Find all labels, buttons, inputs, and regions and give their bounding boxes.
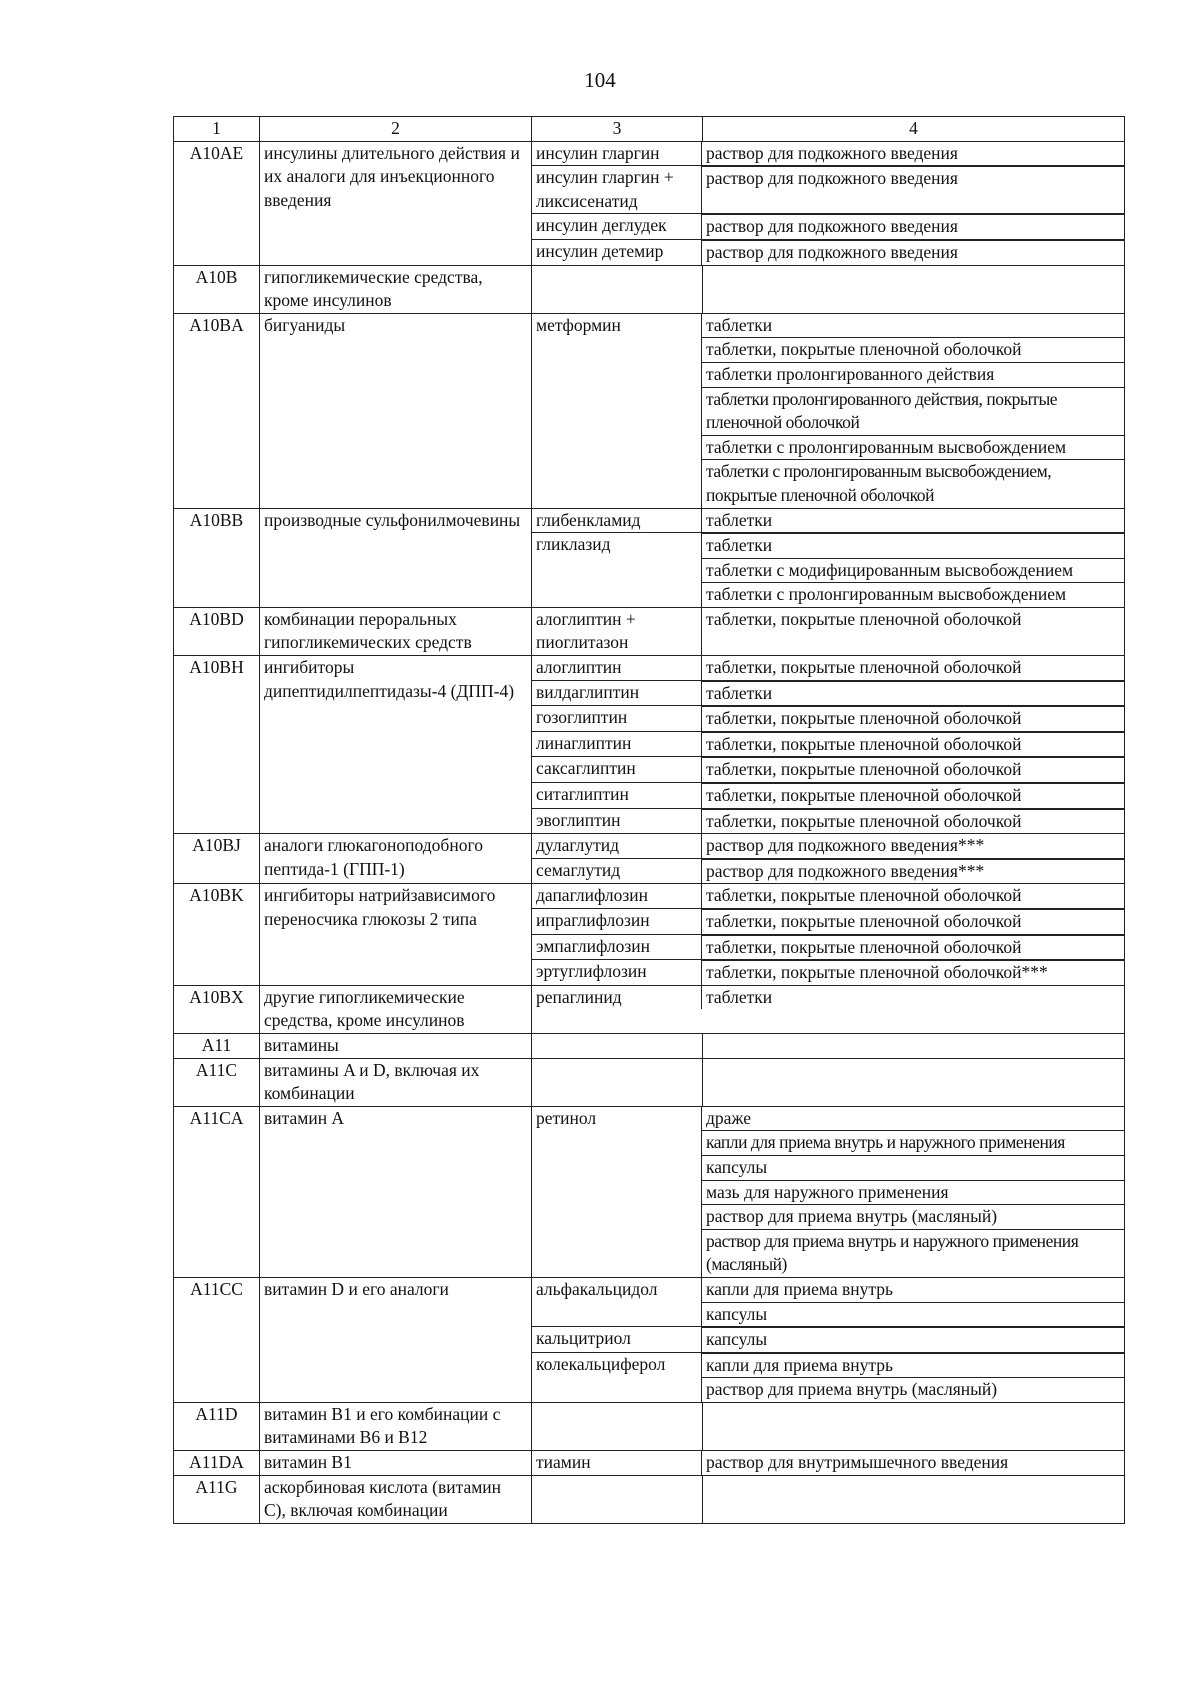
dosage-form-list <box>702 240 1124 265</box>
dosage-form-list <box>702 1107 1124 1277</box>
group-name: витамины <box>260 1033 532 1058</box>
dosage-form: раствор для подкожного введения <box>706 142 958 163</box>
dosage-form-list <box>702 986 1124 1010</box>
dosage-forms-cell <box>702 656 1125 680</box>
drug-row <box>532 1278 1124 1327</box>
table-header-row <box>174 117 1125 142</box>
dosage-form: капсулы <box>702 1302 1124 1326</box>
column-header: 4 <box>703 117 1125 142</box>
dosage-forms-cell <box>702 1352 1125 1402</box>
group-name: витамины A и D, включая их комбинации <box>260 1058 532 1106</box>
drug-name: алоглиптин <box>532 656 702 680</box>
dosage-forms-cell <box>702 1327 1125 1353</box>
dosage-form-list <box>702 509 1124 533</box>
drug-name: вилдаглиптин <box>532 680 702 706</box>
drug-row <box>532 608 1124 655</box>
table-row <box>174 141 1125 265</box>
dosage-form-row <box>702 809 1124 833</box>
group-name: ингибиторы натрийзависимого переносчика глюкозы 2 типа <box>260 884 532 985</box>
drug-row <box>532 1107 1124 1277</box>
dosage-forms-cell <box>702 858 1125 883</box>
dosage-form: драже <box>706 1107 752 1128</box>
dosage-form-list <box>702 834 1124 858</box>
dosage-form-row <box>702 1328 1124 1352</box>
dosage-form-row <box>702 460 1124 508</box>
dosage-form-cell <box>703 1033 1125 1058</box>
drug-name: семаглутид <box>532 858 702 883</box>
drug-name: дапаглифлозин <box>532 884 702 908</box>
dosage-form: раствор для приема внутрь (масляный) <box>702 1205 1124 1230</box>
dosage-form-list <box>702 732 1124 757</box>
drug-list <box>532 986 1124 1010</box>
dosage-form: мазь для наружного применения <box>702 1180 1124 1205</box>
dosage-form-list <box>702 1327 1124 1352</box>
drug-name-cell <box>532 1475 703 1523</box>
dosage-form: раствор для приема внутрь (масляный) <box>702 1378 1124 1402</box>
dosage-form: таблетки, покрытые пленочной оболочкой <box>702 910 1124 934</box>
drug-name: инсулин детемир <box>532 239 702 264</box>
drug-list <box>532 142 1124 265</box>
table-row <box>174 834 1125 884</box>
dosage-form-row <box>702 1155 1124 1180</box>
dosage-forms-cell <box>702 706 1125 732</box>
dosage-forms-cell <box>702 1278 1125 1327</box>
atc-code: A10BJ <box>174 834 260 884</box>
dosage-form-list <box>702 214 1124 239</box>
dosage-form: раствор для подкожного введения <box>702 240 1124 264</box>
table-row <box>174 1106 1125 1277</box>
drugs-cell <box>532 607 1125 655</box>
dosage-form: таблетки <box>702 681 1124 705</box>
drug-row <box>532 1352 1124 1402</box>
dosage-form: таблетки с пролонгированным высвобождением, покрытые пленочной оболочкой <box>702 460 1124 508</box>
drug-row <box>532 656 1124 680</box>
dosage-forms-cell <box>702 608 1125 655</box>
dosage-form-list <box>702 783 1124 808</box>
dosage-form-row <box>702 961 1124 985</box>
dosage-form-list <box>702 859 1124 884</box>
dosage-form-row <box>702 1205 1124 1230</box>
drug-name-cell <box>532 1033 703 1058</box>
dosage-form-row <box>702 732 1124 756</box>
dosage-form-list <box>702 142 1124 166</box>
drug-name-cell <box>532 265 703 313</box>
dosage-forms-cell <box>702 960 1125 985</box>
dosage-form: таблетки, покрытые пленочной оболочкой <box>706 657 1022 678</box>
drug-name: инсулин гларгин <box>532 142 702 166</box>
dosage-form-row <box>702 884 1124 908</box>
dosage-form-list <box>702 935 1124 960</box>
table-row <box>174 985 1125 1033</box>
drug-name: альфакальцидол <box>532 1278 702 1327</box>
dosage-form: таблетки, покрытые пленочной оболочкой <box>702 758 1124 782</box>
atc-code: A11D <box>174 1402 260 1450</box>
dosage-forms-cell <box>702 757 1125 783</box>
group-name: витамин B1 и его комбинации с витаминами B6 и B12 <box>260 1402 532 1450</box>
drug-row <box>532 783 1124 809</box>
dosage-form: раствор для подкожного введения <box>702 167 1124 191</box>
atc-code: A11G <box>174 1475 260 1523</box>
group-name: инсулины длительного действия и их аналоги для инъекционного введения <box>260 141 532 265</box>
dosage-forms-cell <box>702 680 1125 706</box>
atc-code: A10B <box>174 265 260 313</box>
dosage-form: капсулы <box>702 1155 1124 1180</box>
dosage-form-row <box>702 986 1124 1010</box>
drug-name: репаглинид <box>532 986 702 1010</box>
drug-name-cell <box>532 1058 703 1106</box>
dosage-forms-cell <box>702 166 1125 214</box>
dosage-form-row <box>702 859 1124 883</box>
dosage-form-row <box>702 387 1124 435</box>
page-number: 104 <box>584 68 616 92</box>
drug-name: кальцитриол <box>532 1327 702 1353</box>
dosage-form-row <box>702 314 1124 338</box>
dosage-form-list <box>702 757 1124 782</box>
drug-row <box>532 808 1124 833</box>
drug-classification-table <box>173 116 1125 1524</box>
dosage-form: таблетки, покрытые пленочной оболочкой <box>706 608 1022 629</box>
dosage-forms-cell <box>702 783 1125 809</box>
dosage-form-row <box>702 534 1124 559</box>
dosage-forms-cell <box>702 834 1125 858</box>
table-row <box>174 1451 1125 1476</box>
dosage-form-list <box>702 809 1124 834</box>
drug-row <box>532 314 1124 508</box>
group-name: ингибиторы дипептидилпептидазы-4 (ДПП-4) <box>260 656 532 834</box>
drug-row <box>532 858 1124 883</box>
dosage-forms-cell <box>702 934 1125 960</box>
dosage-form-row <box>702 1378 1124 1402</box>
drug-row <box>532 509 1124 533</box>
atc-code: A11DA <box>174 1451 260 1476</box>
drug-row <box>532 214 1124 240</box>
dosage-forms-cell <box>702 986 1125 1010</box>
drug-list <box>532 608 1124 655</box>
dosage-form: капсулы <box>702 1328 1124 1352</box>
drug-row <box>532 166 1124 214</box>
drugs-cell <box>532 884 1125 985</box>
dosage-form-list <box>702 960 1124 985</box>
group-name: бигуаниды <box>260 313 532 508</box>
drug-name: тиамин <box>532 1451 702 1475</box>
dosage-form-row <box>702 509 1124 533</box>
dosage-form: раствор для приема внутрь и наружного применения (масляный) <box>702 1229 1124 1277</box>
dosage-form: таблетки, покрытые пленочной оболочкой <box>702 707 1124 731</box>
drug-row <box>532 934 1124 960</box>
dosage-form-cell <box>703 1058 1125 1106</box>
dosage-form-row <box>702 1278 1124 1302</box>
dosage-form-row <box>702 910 1124 934</box>
dosage-form-list <box>702 884 1124 908</box>
dosage-form-row <box>702 215 1124 239</box>
dosage-forms-cell <box>702 509 1125 533</box>
drug-list <box>532 1278 1124 1402</box>
dosage-form: таблетки с пролонгированным высвобождением <box>702 435 1124 460</box>
atc-code: A10BD <box>174 607 260 655</box>
dosage-form-row <box>702 435 1124 460</box>
drug-row <box>532 239 1124 264</box>
dosage-forms-cell <box>702 808 1125 833</box>
drug-list <box>532 1107 1124 1277</box>
drugs-cell <box>532 141 1125 265</box>
dosage-form: таблетки, покрытые пленочной оболочкой <box>702 784 1124 808</box>
drug-name: эмпаглифлозин <box>532 934 702 960</box>
table-row <box>174 1475 1125 1523</box>
table-row <box>174 884 1125 985</box>
group-name: производные сульфонилмочевины <box>260 508 532 607</box>
drug-row <box>532 680 1124 706</box>
table-row <box>174 508 1125 607</box>
dosage-form-row <box>702 142 1124 166</box>
dosage-form-list <box>702 681 1124 706</box>
drug-row <box>532 757 1124 783</box>
dosage-form-row <box>702 608 1124 632</box>
drugs-cell <box>532 1277 1125 1402</box>
dosage-form-row <box>702 834 1124 858</box>
dosage-form-row <box>702 1451 1124 1475</box>
atc-code: A10BB <box>174 508 260 607</box>
dosage-forms-cell <box>702 214 1125 240</box>
drug-name: инсулин деглудек <box>532 214 702 240</box>
column-header: 2 <box>260 117 532 142</box>
drug-name: алоглиптин + пиоглитазон <box>532 608 702 655</box>
drug-row <box>532 1327 1124 1353</box>
atc-code: A11CC <box>174 1277 260 1402</box>
table-row <box>174 1033 1125 1058</box>
drug-list <box>532 509 1124 607</box>
column-header: 1 <box>174 117 260 142</box>
drug-name: эртуглифлозин <box>532 960 702 985</box>
drug-list <box>532 1451 1124 1475</box>
drug-row <box>532 960 1124 985</box>
dosage-form: раствор для подкожного введения*** <box>702 859 1124 883</box>
drug-name: дулаглутид <box>532 834 702 858</box>
drug-name: ситаглиптин <box>532 783 702 809</box>
dosage-form: таблетки, покрытые пленочной оболочкой <box>702 338 1124 363</box>
dosage-form: таблетки пролонгированного действия <box>702 362 1124 387</box>
dosage-form-row <box>702 1302 1124 1326</box>
dosage-form-list <box>702 533 1124 607</box>
dosage-form-row <box>702 1180 1124 1205</box>
dosage-forms-cell <box>702 314 1125 508</box>
dosage-form: раствор для подкожного введения*** <box>706 835 985 856</box>
atc-code: A11C <box>174 1058 260 1106</box>
dosage-form-row <box>702 784 1124 808</box>
drugs-cell <box>532 1451 1125 1476</box>
dosage-form-row <box>702 1353 1124 1378</box>
drug-row <box>532 909 1124 935</box>
dosage-form-list <box>702 706 1124 731</box>
drug-row <box>532 706 1124 732</box>
dosage-form: таблетки <box>706 986 773 1007</box>
dosage-form: раствор для внутримышечного введения <box>706 1452 1009 1473</box>
dosage-forms-cell <box>702 1451 1125 1475</box>
atc-code: A10BA <box>174 313 260 508</box>
drug-name: колекальциферол <box>532 1352 702 1402</box>
dosage-form: капли для приема внутрь <box>706 1278 893 1299</box>
dosage-form-cell <box>703 265 1125 313</box>
dosage-forms-cell <box>702 1107 1125 1277</box>
dosage-form: таблетки с пролонгированным высвобождением <box>702 583 1124 607</box>
dosage-form-row <box>702 558 1124 583</box>
drug-list <box>532 834 1124 883</box>
dosage-form-row <box>702 1229 1124 1277</box>
dosage-form: таблетки пролонгированного действия, покрытые пленочной оболочкой <box>702 387 1124 435</box>
dosage-form-list <box>702 608 1124 632</box>
drug-name: инсулин гларгин + ликсисенатид <box>532 166 702 214</box>
dosage-forms-cell <box>702 909 1125 935</box>
drug-row <box>532 986 1124 1010</box>
dosage-form: таблетки <box>706 314 773 335</box>
dosage-forms-cell <box>702 884 1125 908</box>
dosage-form-row <box>702 240 1124 264</box>
dosage-form-cell <box>703 1402 1125 1450</box>
dosage-form: таблетки, покрытые пленочной оболочкой <box>702 935 1124 959</box>
group-name: аскорбиновая кислота (витамин C), включая комбинации <box>260 1475 532 1523</box>
drug-row <box>532 1451 1124 1475</box>
drug-name: эвоглиптин <box>532 808 702 833</box>
dosage-form-row <box>702 1131 1124 1156</box>
dosage-form-list <box>702 314 1124 508</box>
dosage-form-row <box>702 707 1124 731</box>
group-name: гипогликемические средства, кроме инсулинов <box>260 265 532 313</box>
drug-row <box>532 834 1124 858</box>
drug-name: метформин <box>532 314 702 508</box>
dosage-form: таблетки, покрытые пленочной оболочкой*** <box>702 961 1124 985</box>
table-row <box>174 1402 1125 1450</box>
dosage-form-row <box>702 1107 1124 1131</box>
group-name: другие гипогликемические средства, кроме инсулинов <box>260 985 532 1033</box>
dosage-form-list <box>702 1353 1124 1402</box>
dosage-form-row <box>702 758 1124 782</box>
atc-code: A11CA <box>174 1106 260 1277</box>
drug-name-cell <box>532 1402 703 1450</box>
group-name: витамин B1 <box>260 1451 532 1476</box>
dosage-form-row <box>702 681 1124 705</box>
dosage-form-row <box>702 583 1124 607</box>
atc-code: A11 <box>174 1033 260 1058</box>
drug-name: ретинол <box>532 1107 702 1277</box>
drugs-cell <box>532 1106 1125 1277</box>
dosage-form-row <box>702 167 1124 191</box>
dosage-form-list <box>702 1278 1124 1326</box>
drug-row <box>532 533 1124 607</box>
drug-list <box>532 884 1124 984</box>
dosage-form-list <box>702 166 1124 191</box>
dosage-form: капли для приема внутрь и наружного применения <box>702 1131 1124 1156</box>
dosage-form-row <box>702 338 1124 363</box>
dosage-form: раствор для подкожного введения <box>702 215 1124 239</box>
atc-code: A10BK <box>174 884 260 985</box>
group-name: витамин A <box>260 1106 532 1277</box>
dosage-form: таблетки <box>706 509 773 530</box>
dosage-form: таблетки <box>702 534 1124 559</box>
drug-name: гозоглиптин <box>532 706 702 732</box>
table-row <box>174 607 1125 655</box>
group-name: аналоги глюкагоноподобного пептида-1 (ГПП-1) <box>260 834 532 884</box>
dosage-form-list <box>702 656 1124 680</box>
dosage-form-list <box>702 909 1124 934</box>
dosage-form-row <box>702 362 1124 387</box>
table-row <box>174 265 1125 313</box>
drug-row <box>532 142 1124 166</box>
table-row <box>174 1277 1125 1402</box>
table-row <box>174 656 1125 834</box>
atc-code: A10BX <box>174 985 260 1033</box>
drug-name: саксаглиптин <box>532 757 702 783</box>
dosage-form: таблетки, покрытые пленочной оболочкой <box>702 732 1124 756</box>
dosage-form-list <box>702 1451 1124 1475</box>
drugs-cell <box>532 656 1125 834</box>
dosage-form-row <box>702 656 1124 680</box>
drugs-cell <box>532 508 1125 607</box>
dosage-form-row <box>702 935 1124 959</box>
group-name: витамин D и его аналоги <box>260 1277 532 1402</box>
atc-code: A10AE <box>174 141 260 265</box>
drugs-cell <box>532 985 1125 1033</box>
column-header: 3 <box>532 117 703 142</box>
group-name: комбинации пероральных гипогликемических средств <box>260 607 532 655</box>
dosage-forms-cell <box>702 239 1125 264</box>
dosage-forms-cell <box>702 731 1125 757</box>
dosage-forms-cell <box>702 142 1125 166</box>
dosage-form: таблетки с модифицированным высвобождением <box>702 558 1124 583</box>
drug-list <box>532 656 1124 833</box>
drug-list <box>532 314 1124 508</box>
dosage-form: таблетки, покрытые пленочной оболочкой <box>706 885 1022 906</box>
dosage-form-cell <box>703 1475 1125 1523</box>
drugs-cell <box>532 834 1125 884</box>
drug-row <box>532 731 1124 757</box>
drug-name: гликлазид <box>532 533 702 607</box>
drug-name: глибенкламид <box>532 509 702 533</box>
drug-name: ипраглифлозин <box>532 909 702 935</box>
drug-name: линаглиптин <box>532 731 702 757</box>
atc-code: A10BH <box>174 656 260 834</box>
dosage-form: таблетки, покрытые пленочной оболочкой <box>702 809 1124 833</box>
drugs-cell <box>532 313 1125 508</box>
dosage-form: капли для приема внутрь <box>702 1353 1124 1378</box>
drug-row <box>532 884 1124 908</box>
dosage-forms-cell <box>702 533 1125 607</box>
table-row <box>174 313 1125 508</box>
table-row <box>174 1058 1125 1106</box>
